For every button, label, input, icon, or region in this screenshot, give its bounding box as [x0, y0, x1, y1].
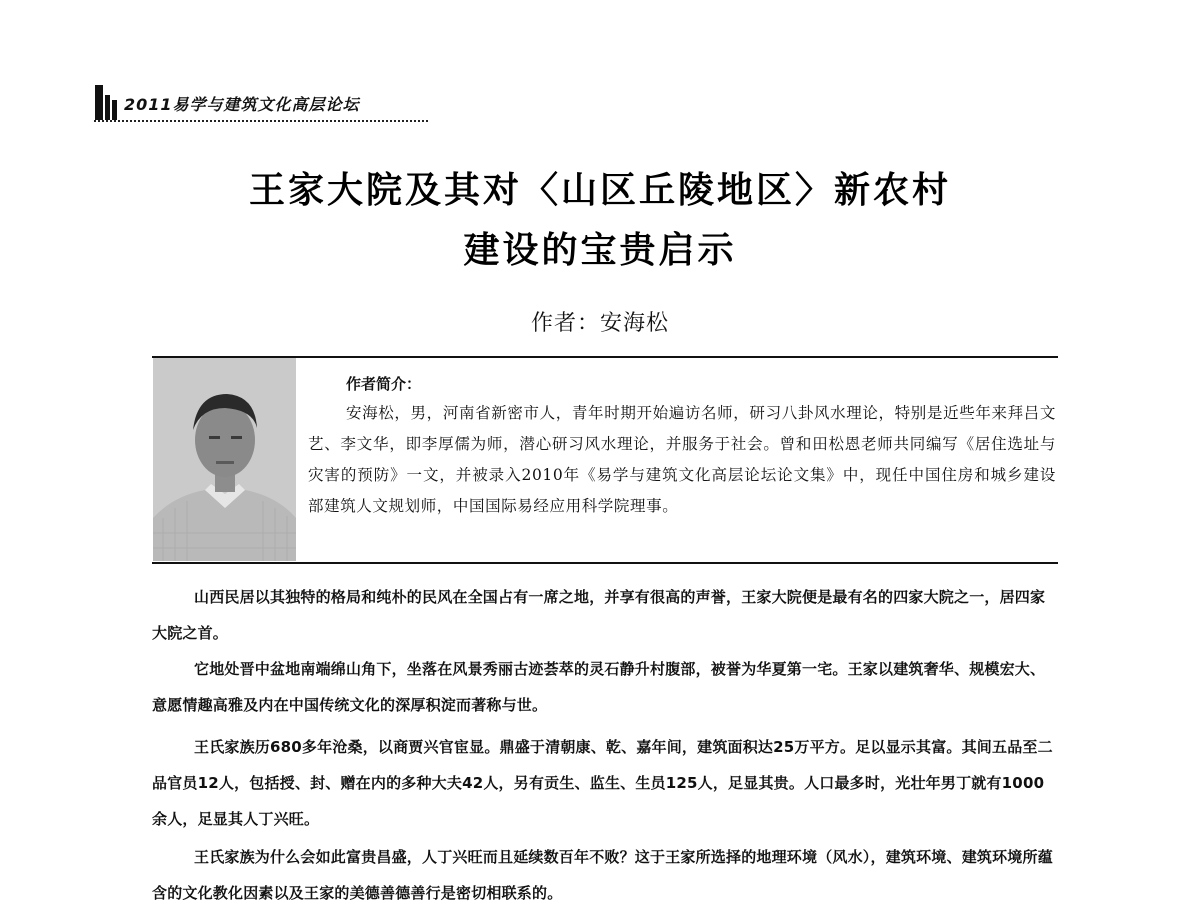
body-paragraph: 它地处晋中盆地南端绵山角下，坐落在风景秀丽古迹荟萃的灵石静升村腹部，被誉为华夏第一宅。王家以建筑奢华、规模宏大、意愿情趣高雅及内在中国传统文化的深厚积淀而著称与世。 — [152, 660, 1046, 714]
article-title-line-1: 王家大院及其对〈山区丘陵地区〉新农村 — [248, 169, 951, 211]
author-byline: 作者：安海松 — [530, 311, 669, 336]
page-header — [94, 82, 428, 122]
body-paragraph: 王氏家族历680多年沧桑，以商贾兴官宦显。鼎盛于清朝康、乾、嘉年间，建筑面积达25万平方。足以显示其富。其间五品至二品官员12人，包括授、封、赠在内的多种大夫42人，另有贡生、监生、生员125人，足显其贵。人口最多时，光壮年男丁就有1000余人，足显其人丁兴旺。 — [152, 738, 1053, 828]
header-dotted-rule — [94, 120, 428, 122]
body-paragraph: 山西民居以其独特的格局和纯朴的民风在全国占有一席之地，并享有很高的声誉，王家大院便是最有名的四家大院之一，居四家大院之首。 — [152, 588, 1046, 642]
author-portrait-image — [153, 358, 296, 561]
bio-bottom-rule — [152, 562, 1058, 564]
body-paragraph: 王氏家族为什么会如此富贵昌盛，人丁兴旺而且延续数百年不败？这于王家所选择的地理环境（风水），建筑环境、建筑环境所蕴含的文化教化因素以及王家的美德善德善行是密切相联系的。 — [152, 848, 1053, 902]
author-photo — [153, 358, 296, 561]
author-bio-text: 安海松，男，河南省新密市人，青年时期开始遍访名师，研习八卦风水理论，特别是近些年来拜吕文艺、李文华，即李厚儒为师，潜心研习风水理论，并服务于社会。曾和田松恩老师共同编写《居住选址与灾害的预防》一文，并被录入2010年《易学与建筑文化高层论坛论文集》中，现任中国住房和城乡建设部建筑人文规划师，中国国际易经应用科学院理事。 — [308, 404, 1056, 515]
bio-label: 作者简介： — [346, 375, 422, 393]
conference-series-title: 2011易学与建筑文化高层论坛 — [124, 95, 360, 114]
article-title-line-2: 建设的宝贵启示 — [463, 229, 737, 271]
header-logo-mark — [94, 82, 120, 122]
